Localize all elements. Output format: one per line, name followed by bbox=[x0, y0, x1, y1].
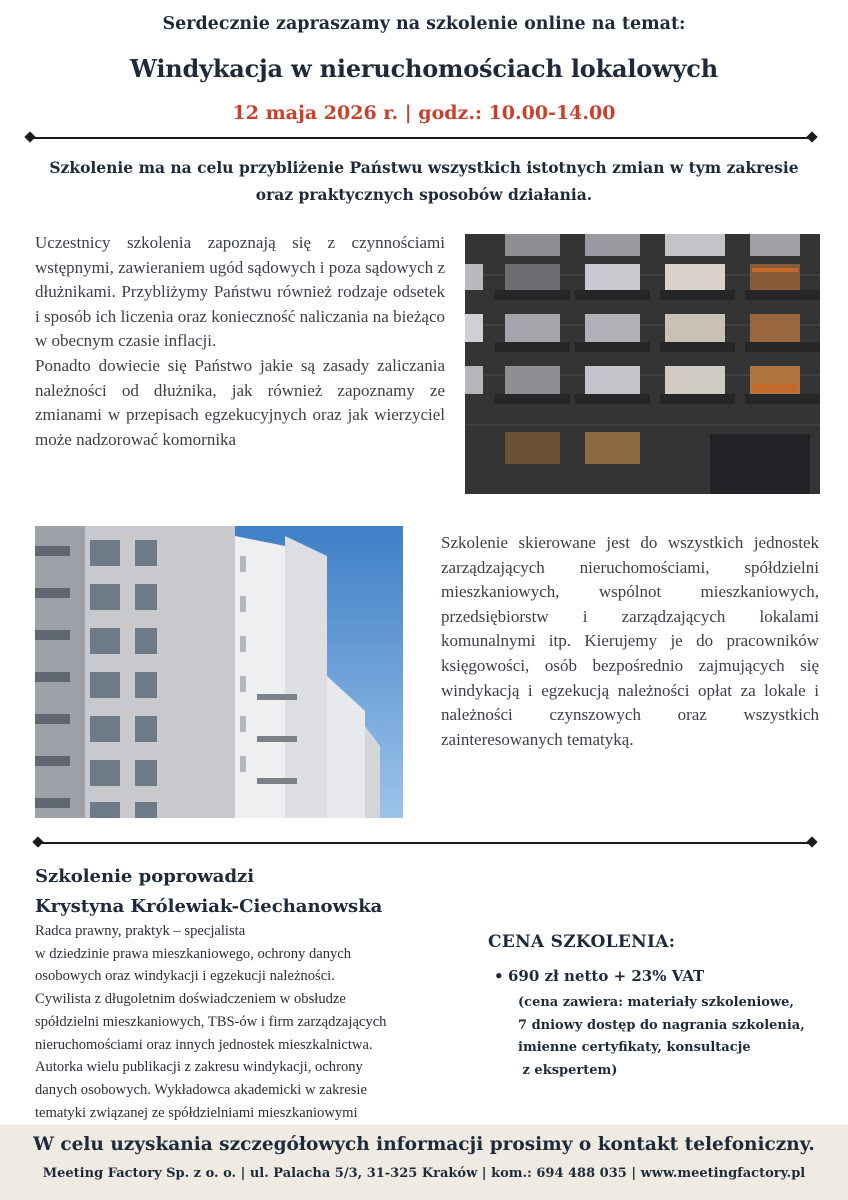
trainer-bio-line: Cywilista z długoletnim doświadczeniem w obsłudze bbox=[35, 991, 346, 1008]
price-includes-note bbox=[518, 992, 805, 1082]
trainer-bio-line: w dziedzinie prawa mieszkaniowego, ochrony danych bbox=[35, 945, 352, 962]
footer-company-details: Meeting Factory Sp. z o. o. | ul. Palacha 5/3, 31-325 Kraków | kom.: 694 488 035 | www.meetingfactory.pl bbox=[42, 1166, 806, 1181]
trainer-intro-label: Szkolenie poprowadzi bbox=[35, 866, 255, 887]
trainer-bio-line: nieruchomościami oraz innych jednostek mieszkalnictwa. bbox=[35, 1036, 373, 1053]
trainer-bio-line: Autorka wielu publikacji z zakresu windykacji, ochrony bbox=[35, 1059, 363, 1076]
contact-footer bbox=[0, 1125, 848, 1200]
price-heading: CENA SZKOLENIA: bbox=[488, 932, 676, 952]
intro-line-2: oraz praktycznych sposobów działania. bbox=[255, 185, 593, 204]
dark-apartment-building-photo bbox=[465, 234, 820, 494]
white-high-rise-building-photo bbox=[35, 526, 403, 818]
footer-contact-request: W celu uzyskania szczegółowych informacji prosimy o kontakt telefoniczny. bbox=[33, 1134, 815, 1155]
trainer-heading bbox=[35, 862, 382, 922]
price-note-line: 7 dniowy dostęp do nagrania szkolenia, bbox=[518, 1017, 805, 1033]
price-note-line: (cena zawiera: materiały szkoleniowe, bbox=[518, 995, 794, 1010]
target-audience-description bbox=[441, 531, 819, 752]
trainer-bio-line: danych osobowych. Wykładowca akademicki w zakresie bbox=[35, 1081, 367, 1098]
price-note-line: imienne certyfikaty, konsultacje bbox=[518, 1040, 751, 1055]
training-date-time: 12 maja 2026 r. | godz.: 10.00-14.00 bbox=[232, 102, 616, 124]
intro-line-1: Szkolenie ma na celu przybliżenie Państwu wszystkich istotnych zmian w tym zakresie bbox=[49, 158, 799, 177]
trainer-bio-line: osobowych oraz windykacji i egzekucji należności. bbox=[35, 968, 335, 985]
bullet-icon: • bbox=[494, 967, 504, 985]
divider-top bbox=[30, 137, 812, 139]
trainer-name: Krystyna Królewiak-Ciechanowska bbox=[35, 896, 383, 917]
price-amount-text: 690 zł netto + 23% VAT bbox=[508, 967, 705, 985]
participants-paragraph-2: Ponadto dowiecie się Państwo jakie są zasady zaliczania należności od dłużnika, jak również zapoznamy ze zmianami w przepisach egzekucyjnych oraz jak wierzyciel może nadzorować komornika bbox=[35, 355, 445, 449]
price-note-line: z ekspertem) bbox=[518, 1062, 618, 1078]
audience-paragraph: Szkolenie skierowane jest do wszystkich jednostek zarządzających nieruchomościami, spółdzielni mieszkaniowych, wspólnot mieszkaniowych, przedsiębiorstw i zarządzających lokalami komunalnymi itp. Kierujemy je do pracowników księgowości, osób bezpośrednio zajmujących się windykacją i egzekucją należności opłat za lokale i należności czynszowych oraz wszystkich zainteresowanych tematyką. bbox=[441, 533, 819, 749]
trainer-bio bbox=[35, 920, 475, 1124]
invitation-line: Serdecznie zapraszamy na szkolenie online na temat: bbox=[162, 14, 686, 34]
trainer-bio-line: tematyki związanej ze spółdzielniami mieszkaniowymi bbox=[35, 1104, 358, 1121]
intro-statement bbox=[30, 154, 818, 208]
price-amount bbox=[494, 967, 705, 985]
participants-description bbox=[35, 231, 445, 452]
divider-middle bbox=[38, 842, 812, 844]
participants-paragraph-1: Uczestnicy szkolenia zapoznają się z czynnościami wstępnymi, zawieraniem ugód sądowych i poza sądowych z dłużnikami. Przybliżymy Państwu również rodzaje odsetek i sposób ich liczenia oraz konieczność naliczania na bieżąco w obecnym czasie inflacji. bbox=[35, 233, 445, 351]
trainer-bio-line: Radca prawny, praktyk – specjalista bbox=[35, 923, 246, 939]
trainer-bio-line: spółdzielni mieszkaniowych, TBS-ów i firm zarządzających bbox=[35, 1013, 387, 1030]
training-title: Windykacja w nieruchomościach lokalowych bbox=[130, 54, 718, 83]
